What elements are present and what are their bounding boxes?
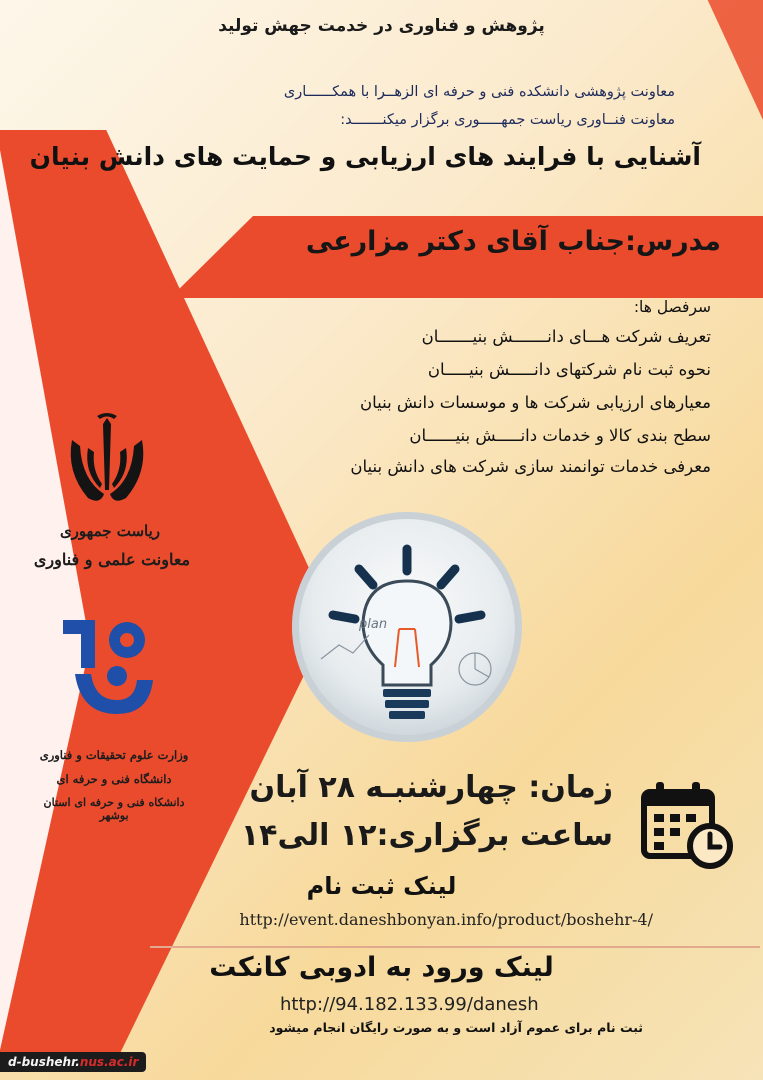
- registration-heading: لینک ثبت نام: [306, 872, 457, 900]
- organizer-line-2: معاونت فنــاوری ریاست جمهـــــوری برگزار میکنـــــــد:: [340, 112, 675, 128]
- registration-link[interactable]: http://event.daneshbonyan.info/product/boshehr-4/: [239, 910, 653, 929]
- topics-heading: سرفصل ها:: [633, 298, 711, 316]
- tvu-logo-icon: [55, 610, 165, 725]
- adobe-connect-link[interactable]: http://94.182.133.99/danesh: [280, 994, 539, 1015]
- topic-item: نحوه ثبت نام شرکتهای دانـــــش بنیـــــان: [427, 360, 711, 379]
- watermark-tld: nus.ac.ir: [79, 1055, 139, 1069]
- watermark-domain: d-bushehr.: [8, 1055, 80, 1069]
- topic-item: معیارهای ارزیابی شرکت ها و موسسات دانش بنیان: [359, 393, 711, 412]
- iran-emblem-icon: [52, 410, 162, 510]
- topic-item: سطح بندی کالا و خدمات دانـــــش بنیــــــان: [409, 426, 711, 445]
- university-label: دانشگاه فنی و حرفه ای: [56, 772, 172, 786]
- event-date: زمان: چهارشنبـه ۲۸ آبان: [249, 770, 613, 805]
- site-watermark: [0, 1052, 146, 1072]
- topic-item: معرفی خدمات توانمند سازی شرکت های دانش بنیان: [350, 457, 711, 476]
- topic-item: تعریف شرکت هـــای دانـــــــش بنیـــــــان: [421, 327, 711, 346]
- ministry-label: وزارت علوم تحقیقات و فناوری: [39, 748, 189, 762]
- event-title: آشنایی با فرایند های ارزیابی و حمایت های دانش بنیان: [29, 142, 701, 171]
- organizer-line-1: معاونت پژوهشی دانشکده فنی و حرفه ای الزهــرا با همکــــــاری: [283, 84, 675, 100]
- adobe-connect-heading: لینک ورود به ادوبی کانکت: [209, 952, 554, 983]
- presidency-label: ریاست جمهوری: [59, 522, 161, 540]
- science-vp-label: معاونت علمی و فناوری: [33, 550, 191, 569]
- free-registration-note: ثبت نام برای عموم آزاد است و به صورت رایگان انجام میشود: [269, 1020, 643, 1035]
- slogan: پژوهش و فناوری در خدمت جهش تولید: [218, 16, 545, 36]
- instructor-name: مدرس:جناب آقای دکتر مزارعی: [305, 226, 721, 257]
- event-hours: ساعت برگزاری:۱۲ الی۱۴: [240, 818, 613, 853]
- lightbulb-illustration: [292, 512, 522, 742]
- plan-doodle: plan: [359, 617, 388, 632]
- divider: [150, 946, 760, 948]
- calendar-clock-icon: [640, 780, 735, 870]
- bushehr-college-label: دانشکاه فنی و حرفه ای استان بوشهر: [43, 796, 185, 822]
